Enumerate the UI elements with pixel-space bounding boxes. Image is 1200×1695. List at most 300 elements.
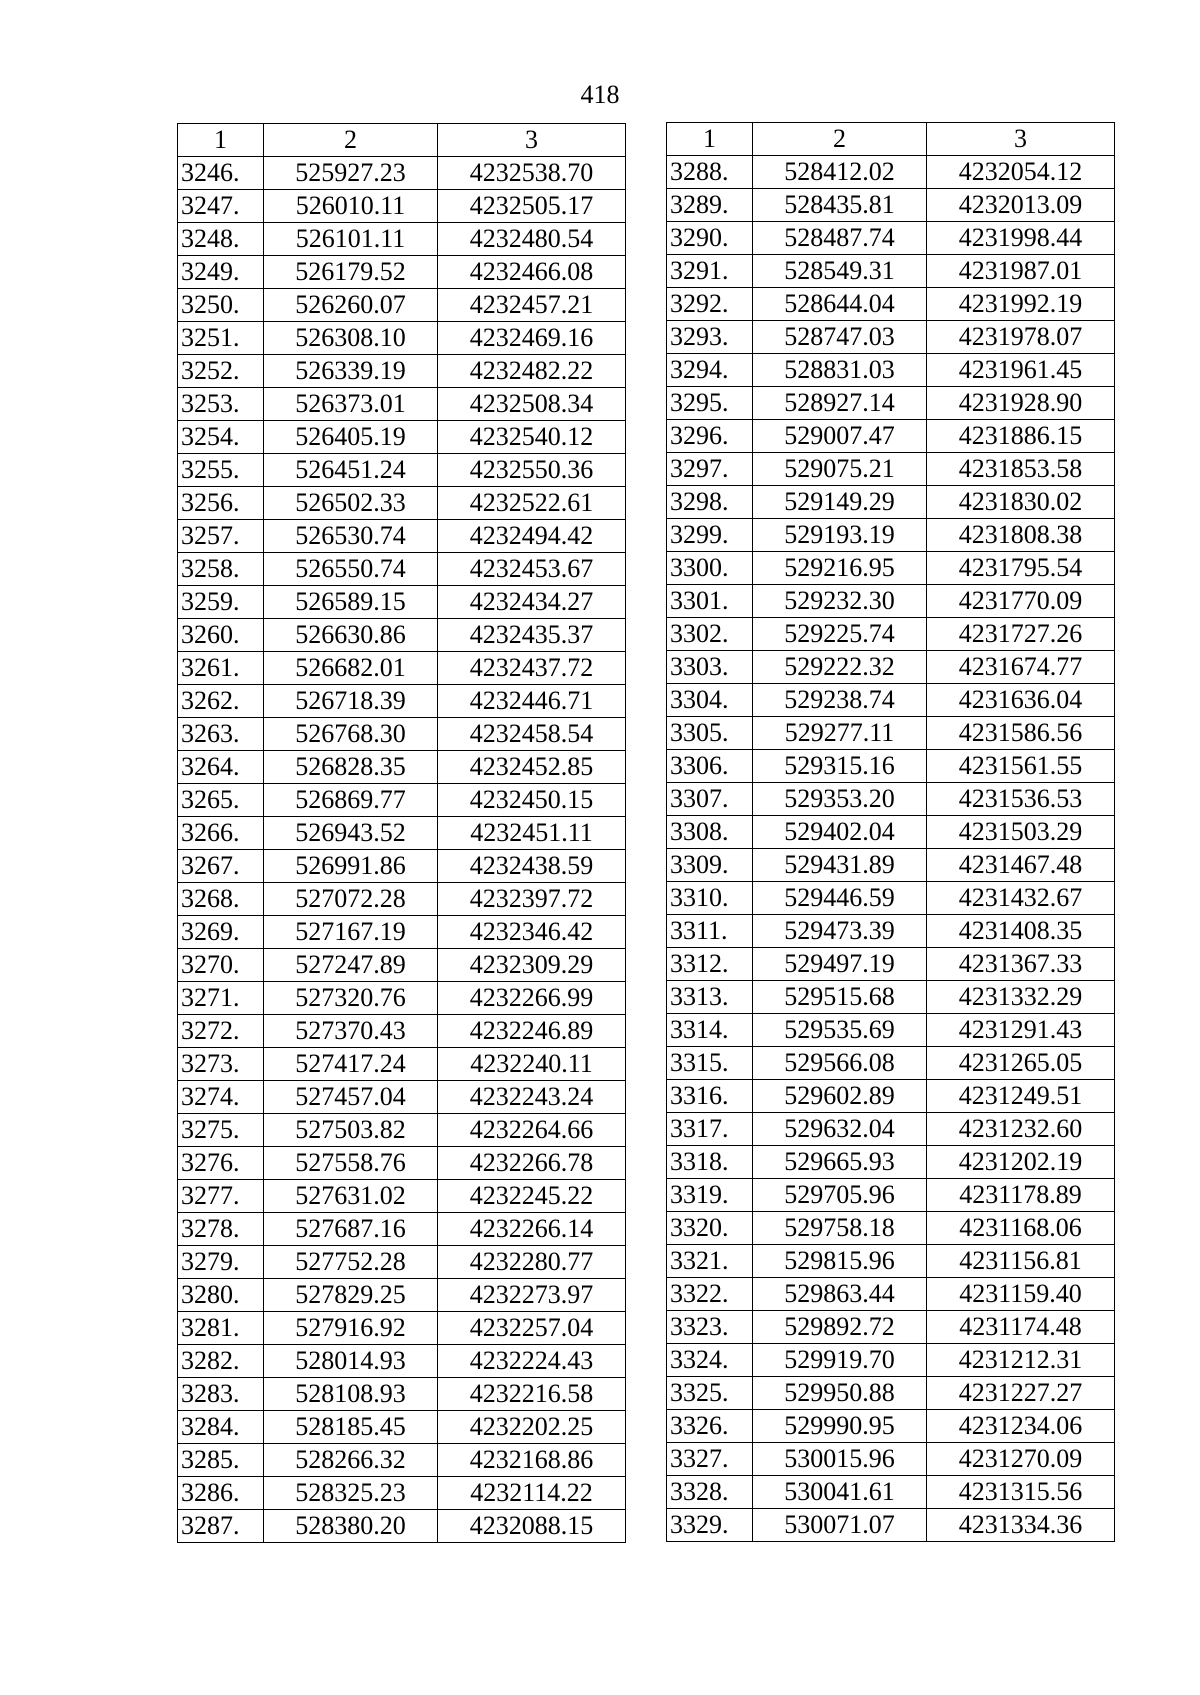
y-coordinate-cell: 4231249.51 bbox=[927, 1080, 1115, 1113]
point-number-cell: 3313. bbox=[667, 981, 753, 1014]
point-number-cell: 3303. bbox=[667, 651, 753, 684]
x-coordinate-cell: 529758.18 bbox=[753, 1212, 927, 1245]
point-number-cell: 3283. bbox=[178, 1378, 264, 1411]
point-number-cell: 3278. bbox=[178, 1213, 264, 1246]
table-row bbox=[178, 817, 626, 850]
x-coordinate-cell: 529705.96 bbox=[753, 1179, 927, 1212]
x-coordinate-cell: 527558.76 bbox=[264, 1147, 438, 1180]
y-coordinate-cell: 4231232.60 bbox=[927, 1113, 1115, 1146]
point-number-cell: 3252. bbox=[178, 355, 264, 388]
x-coordinate-cell: 529353.20 bbox=[753, 783, 927, 816]
y-coordinate-cell: 4232240.11 bbox=[438, 1048, 626, 1081]
point-number-cell: 3287. bbox=[178, 1510, 264, 1543]
x-coordinate-cell: 527457.04 bbox=[264, 1081, 438, 1114]
y-coordinate-cell: 4231503.29 bbox=[927, 816, 1115, 849]
point-number-cell: 3311. bbox=[667, 915, 753, 948]
point-number-cell: 3275. bbox=[178, 1114, 264, 1147]
y-coordinate-cell: 4232309.29 bbox=[438, 949, 626, 982]
page-number: 418 bbox=[580, 80, 620, 109]
point-number-cell: 3261. bbox=[178, 652, 264, 685]
table-row bbox=[178, 1213, 626, 1246]
x-coordinate-cell: 527631.02 bbox=[264, 1180, 438, 1213]
table-row bbox=[667, 453, 1115, 486]
y-coordinate-cell: 4231265.05 bbox=[927, 1047, 1115, 1080]
table-row bbox=[178, 1378, 626, 1411]
table-row bbox=[667, 717, 1115, 750]
x-coordinate-cell: 529632.04 bbox=[753, 1113, 927, 1146]
point-number-cell: 3272. bbox=[178, 1015, 264, 1048]
x-coordinate-cell: 528927.14 bbox=[753, 387, 927, 420]
point-number-cell: 3269. bbox=[178, 916, 264, 949]
table-row bbox=[667, 948, 1115, 981]
table-row bbox=[178, 454, 626, 487]
x-coordinate-cell: 529238.74 bbox=[753, 684, 927, 717]
point-number-cell: 3262. bbox=[178, 685, 264, 718]
x-coordinate-cell: 529566.08 bbox=[753, 1047, 927, 1080]
point-number-cell: 3285. bbox=[178, 1444, 264, 1477]
point-number-cell: 3256. bbox=[178, 487, 264, 520]
table-row bbox=[178, 1147, 626, 1180]
point-number-cell: 3329. bbox=[667, 1509, 753, 1542]
header-cell: 3 bbox=[438, 124, 626, 157]
table-row bbox=[667, 354, 1115, 387]
table-row bbox=[178, 157, 626, 190]
table-row bbox=[178, 718, 626, 751]
header-cell: 2 bbox=[264, 124, 438, 157]
x-coordinate-cell: 529315.16 bbox=[753, 750, 927, 783]
table-row bbox=[667, 1410, 1115, 1443]
x-coordinate-cell: 529193.19 bbox=[753, 519, 927, 552]
y-coordinate-cell: 4232508.34 bbox=[438, 388, 626, 421]
point-number-cell: 3309. bbox=[667, 849, 753, 882]
point-number-cell: 3298. bbox=[667, 486, 753, 519]
x-coordinate-cell: 529497.19 bbox=[753, 948, 927, 981]
x-coordinate-cell: 527370.43 bbox=[264, 1015, 438, 1048]
table-row bbox=[667, 618, 1115, 651]
x-coordinate-cell: 529473.39 bbox=[753, 915, 927, 948]
table-row bbox=[667, 1146, 1115, 1179]
table-row bbox=[667, 1080, 1115, 1113]
y-coordinate-cell: 4231536.53 bbox=[927, 783, 1115, 816]
point-number-cell: 3296. bbox=[667, 420, 753, 453]
table-row bbox=[178, 190, 626, 223]
x-coordinate-cell: 529277.11 bbox=[753, 717, 927, 750]
table-row bbox=[178, 421, 626, 454]
table-row bbox=[667, 486, 1115, 519]
point-number-cell: 3292. bbox=[667, 288, 753, 321]
y-coordinate-cell: 4232453.67 bbox=[438, 553, 626, 586]
table-row bbox=[178, 223, 626, 256]
table-row bbox=[178, 289, 626, 322]
point-number-cell: 3247. bbox=[178, 190, 264, 223]
point-number-cell: 3268. bbox=[178, 883, 264, 916]
y-coordinate-cell: 4231830.02 bbox=[927, 486, 1115, 519]
point-number-cell: 3301. bbox=[667, 585, 753, 618]
table-row bbox=[178, 355, 626, 388]
x-coordinate-cell: 526943.52 bbox=[264, 817, 438, 850]
point-number-cell: 3260. bbox=[178, 619, 264, 652]
y-coordinate-cell: 4232346.42 bbox=[438, 916, 626, 949]
y-coordinate-cell: 4232469.16 bbox=[438, 322, 626, 355]
table-row bbox=[178, 1444, 626, 1477]
table-row bbox=[667, 651, 1115, 684]
table-row bbox=[667, 387, 1115, 420]
table-row bbox=[667, 1443, 1115, 1476]
point-number-cell: 3250. bbox=[178, 289, 264, 322]
point-number-cell: 3274. bbox=[178, 1081, 264, 1114]
y-coordinate-cell: 4231432.67 bbox=[927, 882, 1115, 915]
table-row bbox=[667, 882, 1115, 915]
point-number-cell: 3295. bbox=[667, 387, 753, 420]
table-row bbox=[178, 553, 626, 586]
x-coordinate-cell: 529225.74 bbox=[753, 618, 927, 651]
header-cell: 1 bbox=[667, 123, 753, 156]
table-row bbox=[178, 322, 626, 355]
x-coordinate-cell: 528412.02 bbox=[753, 156, 927, 189]
x-coordinate-cell: 530071.07 bbox=[753, 1509, 927, 1542]
x-coordinate-cell: 526991.86 bbox=[264, 850, 438, 883]
y-coordinate-cell: 4232257.04 bbox=[438, 1312, 626, 1345]
table-row bbox=[667, 684, 1115, 717]
y-coordinate-cell: 4232505.17 bbox=[438, 190, 626, 223]
coordinates-table-right bbox=[666, 122, 1115, 1542]
header-row bbox=[667, 123, 1115, 156]
y-coordinate-cell: 4231467.48 bbox=[927, 849, 1115, 882]
y-coordinate-cell: 4231561.55 bbox=[927, 750, 1115, 783]
x-coordinate-cell: 527072.28 bbox=[264, 883, 438, 916]
y-coordinate-cell: 4231159.40 bbox=[927, 1278, 1115, 1311]
point-number-cell: 3251. bbox=[178, 322, 264, 355]
header-cell: 2 bbox=[753, 123, 927, 156]
y-coordinate-cell: 4231291.43 bbox=[927, 1014, 1115, 1047]
y-coordinate-cell: 4232054.12 bbox=[927, 156, 1115, 189]
point-number-cell: 3255. bbox=[178, 454, 264, 487]
y-coordinate-cell: 4232480.54 bbox=[438, 223, 626, 256]
x-coordinate-cell: 529232.30 bbox=[753, 585, 927, 618]
y-coordinate-cell: 4232280.77 bbox=[438, 1246, 626, 1279]
table-row bbox=[178, 520, 626, 553]
point-number-cell: 3323. bbox=[667, 1311, 753, 1344]
table-row bbox=[667, 420, 1115, 453]
x-coordinate-cell: 527916.92 bbox=[264, 1312, 438, 1345]
x-coordinate-cell: 527167.19 bbox=[264, 916, 438, 949]
y-coordinate-cell: 4232266.78 bbox=[438, 1147, 626, 1180]
x-coordinate-cell: 526405.19 bbox=[264, 421, 438, 454]
y-coordinate-cell: 4232216.58 bbox=[438, 1378, 626, 1411]
point-number-cell: 3314. bbox=[667, 1014, 753, 1047]
point-number-cell: 3266. bbox=[178, 817, 264, 850]
point-number-cell: 3328. bbox=[667, 1476, 753, 1509]
y-coordinate-cell: 4231174.48 bbox=[927, 1311, 1115, 1344]
point-number-cell: 3327. bbox=[667, 1443, 753, 1476]
x-coordinate-cell: 526630.86 bbox=[264, 619, 438, 652]
x-coordinate-cell: 529863.44 bbox=[753, 1278, 927, 1311]
table-row bbox=[178, 487, 626, 520]
y-coordinate-cell: 4231770.09 bbox=[927, 585, 1115, 618]
table-row bbox=[178, 1114, 626, 1147]
y-coordinate-cell: 4232243.24 bbox=[438, 1081, 626, 1114]
x-coordinate-cell: 527752.28 bbox=[264, 1246, 438, 1279]
y-coordinate-cell: 4232538.70 bbox=[438, 157, 626, 190]
x-coordinate-cell: 525927.23 bbox=[264, 157, 438, 190]
x-coordinate-cell: 527829.25 bbox=[264, 1279, 438, 1312]
point-number-cell: 3294. bbox=[667, 354, 753, 387]
x-coordinate-cell: 528549.31 bbox=[753, 255, 927, 288]
y-coordinate-cell: 4231332.29 bbox=[927, 981, 1115, 1014]
y-coordinate-cell: 4232452.85 bbox=[438, 751, 626, 784]
x-coordinate-cell: 528831.03 bbox=[753, 354, 927, 387]
x-coordinate-cell: 528487.74 bbox=[753, 222, 927, 255]
table-row bbox=[667, 1509, 1115, 1542]
x-coordinate-cell: 528380.20 bbox=[264, 1510, 438, 1543]
table-row bbox=[178, 850, 626, 883]
point-number-cell: 3253. bbox=[178, 388, 264, 421]
table-row bbox=[178, 1510, 626, 1543]
x-coordinate-cell: 529075.21 bbox=[753, 453, 927, 486]
x-coordinate-cell: 529216.95 bbox=[753, 552, 927, 585]
point-number-cell: 3280. bbox=[178, 1279, 264, 1312]
y-coordinate-cell: 4232013.09 bbox=[927, 189, 1115, 222]
y-coordinate-cell: 4231156.81 bbox=[927, 1245, 1115, 1278]
table-row bbox=[178, 1081, 626, 1114]
x-coordinate-cell: 526869.77 bbox=[264, 784, 438, 817]
table-row bbox=[178, 1312, 626, 1345]
table-row bbox=[667, 321, 1115, 354]
table-row bbox=[667, 1278, 1115, 1311]
x-coordinate-cell: 528747.03 bbox=[753, 321, 927, 354]
table-row bbox=[178, 1246, 626, 1279]
table-row bbox=[178, 1345, 626, 1378]
point-number-cell: 3324. bbox=[667, 1344, 753, 1377]
coordinates-table-left bbox=[177, 123, 626, 1543]
table-row bbox=[667, 849, 1115, 882]
y-coordinate-cell: 4232273.97 bbox=[438, 1279, 626, 1312]
table-row bbox=[178, 388, 626, 421]
y-coordinate-cell: 4232202.25 bbox=[438, 1411, 626, 1444]
y-coordinate-cell: 4231315.56 bbox=[927, 1476, 1115, 1509]
x-coordinate-cell: 528014.93 bbox=[264, 1345, 438, 1378]
point-number-cell: 3306. bbox=[667, 750, 753, 783]
table-row bbox=[667, 981, 1115, 1014]
point-number-cell: 3271. bbox=[178, 982, 264, 1015]
y-coordinate-cell: 4232088.15 bbox=[438, 1510, 626, 1543]
y-coordinate-cell: 4232446.71 bbox=[438, 685, 626, 718]
x-coordinate-cell: 528644.04 bbox=[753, 288, 927, 321]
table-row bbox=[667, 1245, 1115, 1278]
y-coordinate-cell: 4232457.21 bbox=[438, 289, 626, 322]
y-coordinate-cell: 4231992.19 bbox=[927, 288, 1115, 321]
y-coordinate-cell: 4231987.01 bbox=[927, 255, 1115, 288]
y-coordinate-cell: 4231978.07 bbox=[927, 321, 1115, 354]
x-coordinate-cell: 529815.96 bbox=[753, 1245, 927, 1278]
x-coordinate-cell: 526451.24 bbox=[264, 454, 438, 487]
point-number-cell: 3258. bbox=[178, 553, 264, 586]
point-number-cell: 3267. bbox=[178, 850, 264, 883]
x-coordinate-cell: 529431.89 bbox=[753, 849, 927, 882]
y-coordinate-cell: 4231202.19 bbox=[927, 1146, 1115, 1179]
y-coordinate-cell: 4232397.72 bbox=[438, 883, 626, 916]
table-row bbox=[178, 1180, 626, 1213]
point-number-cell: 3304. bbox=[667, 684, 753, 717]
table-row bbox=[178, 256, 626, 289]
x-coordinate-cell: 529665.93 bbox=[753, 1146, 927, 1179]
point-number-cell: 3322. bbox=[667, 1278, 753, 1311]
table-row bbox=[667, 1476, 1115, 1509]
table-row bbox=[178, 619, 626, 652]
x-coordinate-cell: 529602.89 bbox=[753, 1080, 927, 1113]
table-row bbox=[178, 1015, 626, 1048]
y-coordinate-cell: 4232434.27 bbox=[438, 586, 626, 619]
table-row bbox=[667, 1113, 1115, 1146]
table-row bbox=[667, 1014, 1115, 1047]
y-coordinate-cell: 4232482.22 bbox=[438, 355, 626, 388]
table-row bbox=[178, 982, 626, 1015]
table-row bbox=[178, 784, 626, 817]
y-coordinate-cell: 4232438.59 bbox=[438, 850, 626, 883]
point-number-cell: 3307. bbox=[667, 783, 753, 816]
x-coordinate-cell: 529990.95 bbox=[753, 1410, 927, 1443]
table-row bbox=[667, 915, 1115, 948]
table-row bbox=[667, 1344, 1115, 1377]
y-coordinate-cell: 4231367.33 bbox=[927, 948, 1115, 981]
y-coordinate-cell: 4232266.14 bbox=[438, 1213, 626, 1246]
table-row bbox=[178, 1048, 626, 1081]
y-coordinate-cell: 4231178.89 bbox=[927, 1179, 1115, 1212]
x-coordinate-cell: 527320.76 bbox=[264, 982, 438, 1015]
x-coordinate-cell: 528435.81 bbox=[753, 189, 927, 222]
table-row bbox=[667, 519, 1115, 552]
table-row bbox=[178, 916, 626, 949]
table-row bbox=[667, 1311, 1115, 1344]
point-number-cell: 3264. bbox=[178, 751, 264, 784]
y-coordinate-cell: 4232522.61 bbox=[438, 487, 626, 520]
x-coordinate-cell: 529515.68 bbox=[753, 981, 927, 1014]
x-coordinate-cell: 527503.82 bbox=[264, 1114, 438, 1147]
x-coordinate-cell: 529919.70 bbox=[753, 1344, 927, 1377]
y-coordinate-cell: 4232168.86 bbox=[438, 1444, 626, 1477]
table-row bbox=[667, 750, 1115, 783]
point-number-cell: 3273. bbox=[178, 1048, 264, 1081]
x-coordinate-cell: 526260.07 bbox=[264, 289, 438, 322]
table-row bbox=[667, 1212, 1115, 1245]
x-coordinate-cell: 526828.35 bbox=[264, 751, 438, 784]
point-number-cell: 3246. bbox=[178, 157, 264, 190]
point-number-cell: 3286. bbox=[178, 1477, 264, 1510]
x-coordinate-cell: 526502.33 bbox=[264, 487, 438, 520]
table-row bbox=[667, 1377, 1115, 1410]
y-coordinate-cell: 4231586.56 bbox=[927, 717, 1115, 750]
point-number-cell: 3259. bbox=[178, 586, 264, 619]
y-coordinate-cell: 4232435.37 bbox=[438, 619, 626, 652]
point-number-cell: 3300. bbox=[667, 552, 753, 585]
point-number-cell: 3325. bbox=[667, 1377, 753, 1410]
table-row bbox=[667, 189, 1115, 222]
table-row bbox=[178, 751, 626, 784]
point-number-cell: 3254. bbox=[178, 421, 264, 454]
point-number-cell: 3281. bbox=[178, 1312, 264, 1345]
point-number-cell: 3288. bbox=[667, 156, 753, 189]
header-cell: 3 bbox=[927, 123, 1115, 156]
x-coordinate-cell: 526530.74 bbox=[264, 520, 438, 553]
x-coordinate-cell: 529149.29 bbox=[753, 486, 927, 519]
x-coordinate-cell: 526589.15 bbox=[264, 586, 438, 619]
table-row bbox=[178, 1411, 626, 1444]
x-coordinate-cell: 529446.59 bbox=[753, 882, 927, 915]
point-number-cell: 3297. bbox=[667, 453, 753, 486]
y-coordinate-cell: 4231998.44 bbox=[927, 222, 1115, 255]
x-coordinate-cell: 528108.93 bbox=[264, 1378, 438, 1411]
x-coordinate-cell: 526010.11 bbox=[264, 190, 438, 223]
point-number-cell: 3263. bbox=[178, 718, 264, 751]
point-number-cell: 3290. bbox=[667, 222, 753, 255]
point-number-cell: 3289. bbox=[667, 189, 753, 222]
y-coordinate-cell: 4232458.54 bbox=[438, 718, 626, 751]
y-coordinate-cell: 4232114.22 bbox=[438, 1477, 626, 1510]
x-coordinate-cell: 528325.23 bbox=[264, 1477, 438, 1510]
x-coordinate-cell: 526308.10 bbox=[264, 322, 438, 355]
point-number-cell: 3321. bbox=[667, 1245, 753, 1278]
point-number-cell: 3317. bbox=[667, 1113, 753, 1146]
y-coordinate-cell: 4231270.09 bbox=[927, 1443, 1115, 1476]
y-coordinate-cell: 4232245.22 bbox=[438, 1180, 626, 1213]
y-coordinate-cell: 4232451.11 bbox=[438, 817, 626, 850]
y-coordinate-cell: 4232437.72 bbox=[438, 652, 626, 685]
x-coordinate-cell: 530015.96 bbox=[753, 1443, 927, 1476]
x-coordinate-cell: 526550.74 bbox=[264, 553, 438, 586]
point-number-cell: 3299. bbox=[667, 519, 753, 552]
x-coordinate-cell: 526339.19 bbox=[264, 355, 438, 388]
y-coordinate-cell: 4232550.36 bbox=[438, 454, 626, 487]
x-coordinate-cell: 529950.88 bbox=[753, 1377, 927, 1410]
table-row bbox=[178, 685, 626, 718]
table-row bbox=[178, 652, 626, 685]
x-coordinate-cell: 526718.39 bbox=[264, 685, 438, 718]
y-coordinate-cell: 4231212.31 bbox=[927, 1344, 1115, 1377]
table-row bbox=[178, 586, 626, 619]
x-coordinate-cell: 529222.32 bbox=[753, 651, 927, 684]
x-coordinate-cell: 526768.30 bbox=[264, 718, 438, 751]
x-coordinate-cell: 529007.47 bbox=[753, 420, 927, 453]
point-number-cell: 3316. bbox=[667, 1080, 753, 1113]
point-number-cell: 3320. bbox=[667, 1212, 753, 1245]
x-coordinate-cell: 529402.04 bbox=[753, 816, 927, 849]
point-number-cell: 3279. bbox=[178, 1246, 264, 1279]
point-number-cell: 3315. bbox=[667, 1047, 753, 1080]
y-coordinate-cell: 4231168.06 bbox=[927, 1212, 1115, 1245]
y-coordinate-cell: 4232266.99 bbox=[438, 982, 626, 1015]
y-coordinate-cell: 4232466.08 bbox=[438, 256, 626, 289]
header-cell: 1 bbox=[178, 124, 264, 157]
x-coordinate-cell: 527247.89 bbox=[264, 949, 438, 982]
x-coordinate-cell: 526101.11 bbox=[264, 223, 438, 256]
table-row bbox=[667, 222, 1115, 255]
y-coordinate-cell: 4232264.66 bbox=[438, 1114, 626, 1147]
y-coordinate-cell: 4232450.15 bbox=[438, 784, 626, 817]
point-number-cell: 3293. bbox=[667, 321, 753, 354]
point-number-cell: 3257. bbox=[178, 520, 264, 553]
y-coordinate-cell: 4231408.35 bbox=[927, 915, 1115, 948]
y-coordinate-cell: 4231636.04 bbox=[927, 684, 1115, 717]
table-row bbox=[178, 949, 626, 982]
x-coordinate-cell: 526682.01 bbox=[264, 652, 438, 685]
y-coordinate-cell: 4232246.89 bbox=[438, 1015, 626, 1048]
y-coordinate-cell: 4231795.54 bbox=[927, 552, 1115, 585]
point-number-cell: 3270. bbox=[178, 949, 264, 982]
table-row bbox=[667, 1179, 1115, 1212]
point-number-cell: 3318. bbox=[667, 1146, 753, 1179]
y-coordinate-cell: 4232540.12 bbox=[438, 421, 626, 454]
point-number-cell: 3305. bbox=[667, 717, 753, 750]
